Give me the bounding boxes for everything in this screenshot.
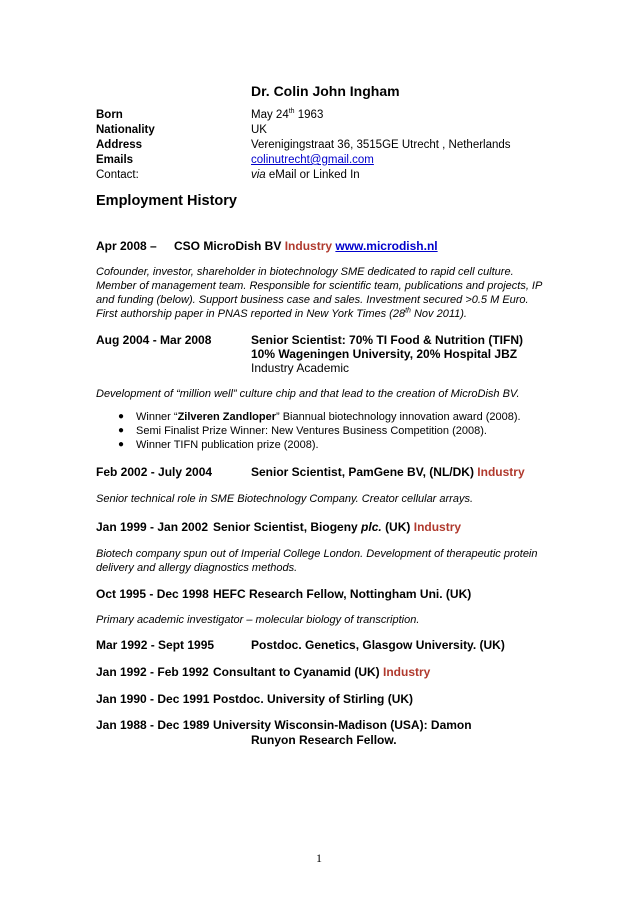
bullet-item: Semi Finalist Prize Winner: New Ventures Business Competition (2008). [136,425,487,437]
job-title: Senior Scientist: 70% TI Food & Nutrition (TIFN) [251,333,523,347]
job-dates: Apr 2008 – [96,239,157,253]
emails-label: Emails [96,154,134,166]
job-description: and funding (below). Support business case and sales. Investment secured >0.5 M Euro. [96,294,529,306]
job-title: CSO MicroDish BV Industry www.microdish.nl [174,239,438,253]
job-dates: Jan 1992 - Feb 1992 [96,665,209,679]
job-description: First authorship paper in PNAS reported in New York Times (28th Nov 2011). [96,307,467,320]
job-description: Biotech company spun out of Imperial College London. Development of therapeutic protein [96,548,538,560]
job-dates: Aug 2004 - Mar 2008 [96,333,212,347]
bullet-dot: ● [118,411,125,422]
bullet-item: Winner “Zilveren Zandloper” Biannual biotechnology innovation award (2008). [136,411,521,423]
born-label: Born [96,109,123,121]
job-title: University Wisconsin-Madison (USA): Damon [213,718,472,732]
industry-tag: Industry [383,665,431,679]
job-description: Senior technical role in SME Biotechnology Company. Creator cellular arrays. [96,493,474,505]
industry-tag: Industry [413,520,462,534]
cv-name: Dr. Colin John Ingham [251,83,400,99]
section-title: Employment History [96,193,237,209]
job-subtitle: Industry Academic [251,361,350,375]
job-title-line2: Runyon Research Fellow. [251,733,397,747]
job-title: Postdoc. University of Stirling (UK) [213,692,414,706]
bullet-dot: ● [118,439,125,450]
job-description: delivery and allergy diagnostics methods. [96,562,298,574]
email-link[interactable]: colinutrecht@gmail.com [251,154,374,166]
job-description: Cofounder, investor, shareholder in biotechnology SME dedicated to rapid cell culture. [96,266,514,278]
job-dates: Jan 1990 - Dec 1991 [96,692,210,706]
job-title-line2: 10% Wageningen University, 20% Hospital JBZ [251,347,518,361]
job-title: HEFC Research Fellow, Nottingham Uni. (UK) [213,587,472,601]
industry-tag: Industry [284,239,333,253]
job-dates: Jan 1988 - Dec 1989 [96,718,210,732]
job-dates: Mar 1992 - Sept 1995 [96,638,215,652]
job-title: Senior Scientist, Biogeny plc. (UK) Industry [213,520,462,534]
job-description: Member of management team. Responsible for scientific team, publications and projects, IP [96,280,543,292]
job-dates: Feb 2002 - July 2004 [96,465,213,479]
job-description: Development of “million well” culture chip and that lead to the creation of MicroDish BV. [96,388,520,400]
job-description: Primary academic investigator – molecular biology of transcription. [96,614,420,626]
job-title: Consultant to Cyanamid (UK) Industry [213,665,431,679]
page-number: 1 [316,851,322,865]
industry-tag: Industry [477,465,525,479]
contact-label: Contact: [96,169,139,181]
job-title: Postdoc. Genetics, Glasgow University. (UK) [251,638,505,652]
job-dates: Oct 1995 - Dec 1998 [96,587,209,601]
job-dates: Jan 1999 - Jan 2002 [96,520,209,534]
born-value: May 24th 1963 [251,108,324,121]
contact-value: via eMail or Linked In [251,169,360,181]
address-label: Address [96,139,143,151]
bullet-dot: ● [118,425,125,436]
microdish-link[interactable]: www.microdish.nl [335,239,438,253]
nationality-value: UK [251,124,267,136]
bullet-item: Winner TIFN publication prize (2008). [136,439,319,451]
address-value: Verenigingstraat 36, 3515GE Utrecht , Netherlands [251,139,511,151]
job-title: Senior Scientist, PamGene BV, (NL/DK) Industry [251,465,525,479]
nationality-label: Nationality [96,124,155,136]
